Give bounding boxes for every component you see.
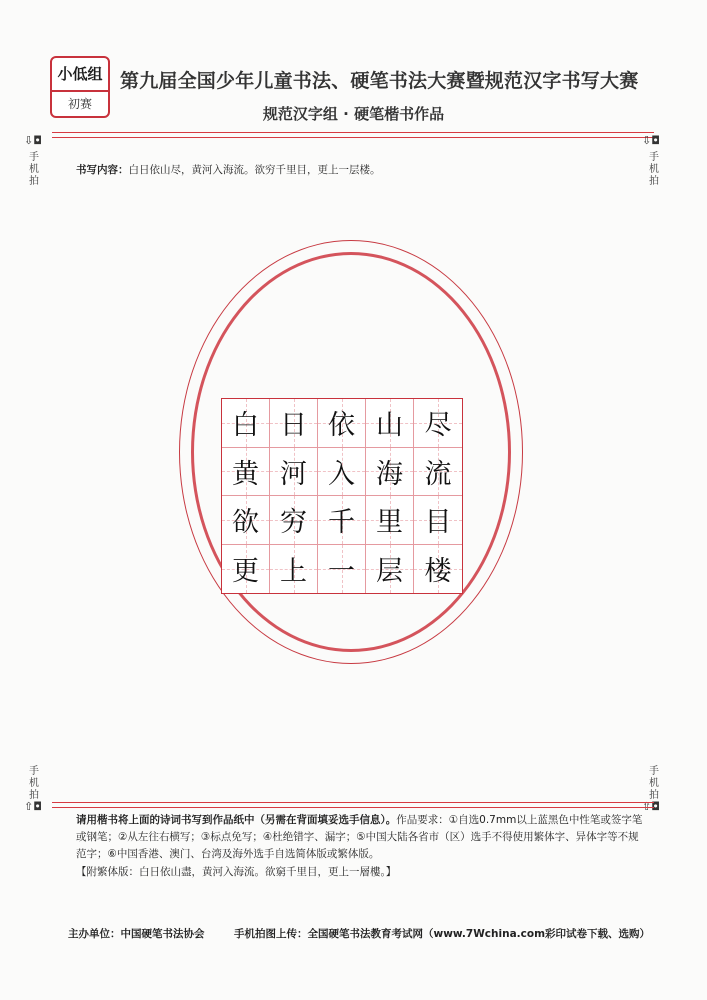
camera-icon-top-right: ⇩◘ xyxy=(642,134,660,147)
writing-content-text: 白日依山尽，黄河入海流。欲穷千里目，更上一层楼。 xyxy=(128,164,381,176)
grid-cell: 白 xyxy=(222,399,270,448)
round-label: 初赛 xyxy=(67,97,92,111)
grid-cell: 黄 xyxy=(222,448,270,497)
phone-shoot-label-bottom-left: 手 机 拍 xyxy=(29,766,39,801)
top-rule-2 xyxy=(52,137,654,138)
grid-cell: 目 xyxy=(414,496,462,545)
competition-title: 第九届全国少年儿童书法、硬笔书法大赛暨规范汉字书写大赛 xyxy=(120,70,639,92)
writing-content-label: 书写内容： xyxy=(76,164,129,176)
grid-cell: 山 xyxy=(366,399,414,448)
grid-cell: 欲 xyxy=(222,496,270,545)
instructions-body: 作品要求：①自选0.7mm以上蓝黑色中性笔或签字笔或钢笔；②从左往右横写；③标点免写；④杜绝错字、漏字；⑤中国大陆各省市（区）选手不得使用繁体字、异体字等不规范字；⑥中国香港、澳门、台湾及海外选手自选简体版或繁体版。 xyxy=(76,814,643,860)
upload-info: 手机拍图上传：全国硬笔书法教育考试网（www.7Wchina.com彩印试卷下载、选购） xyxy=(234,928,651,940)
grid-cell: 层 xyxy=(366,545,414,594)
grid-cell: 千 xyxy=(318,496,366,545)
bottom-rule-2 xyxy=(52,807,654,808)
competition-subtitle: 规范汉字组 · 硬笔楷书作品 xyxy=(262,105,445,123)
grid-cell: 穷 xyxy=(270,496,318,545)
grid-cell: 海 xyxy=(366,448,414,497)
group-label: 小低组 xyxy=(52,58,108,92)
writing-instructions xyxy=(76,812,646,863)
grid-cell: 依 xyxy=(318,399,366,448)
phone-shoot-label-bottom-right: 手 机 拍 xyxy=(649,766,659,801)
grid-cell: 里 xyxy=(366,496,414,545)
grid-cell: 更 xyxy=(222,545,270,594)
phone-shoot-label-top-left: 手 机 拍 xyxy=(29,152,39,187)
grid-cell: 日 xyxy=(270,399,318,448)
instructions-lead: 请用楷书将上面的诗词书写到作品纸中（另需在背面填妥选手信息）。 xyxy=(76,814,397,826)
bottom-rule xyxy=(52,802,654,803)
writing-content xyxy=(76,162,381,177)
grid-cell: 尽 xyxy=(414,399,462,448)
camera-icon-bottom-right: ⇧◘ xyxy=(642,800,660,813)
grid-cell: 上 xyxy=(270,545,318,594)
grid-cell: 一 xyxy=(318,545,366,594)
grid-cell: 河 xyxy=(270,448,318,497)
organizer: 主办单位：中国硬笔书法协会 xyxy=(68,928,205,940)
camera-icon-top-left: ⇩◘ xyxy=(24,134,42,147)
phone-shoot-label-top-right: 手 机 拍 xyxy=(649,152,659,187)
traditional-version: 【附繁体版：白日依山盡，黄河入海流。欲窮千里目，更上一層樓。】 xyxy=(76,866,397,878)
grid-cell: 楼 xyxy=(414,545,462,594)
writing-grid xyxy=(221,398,463,594)
camera-icon-bottom-left: ⇧◘ xyxy=(24,800,42,813)
grid-cell: 流 xyxy=(414,448,462,497)
top-rule xyxy=(52,132,654,133)
grid-cell: 入 xyxy=(318,448,366,497)
